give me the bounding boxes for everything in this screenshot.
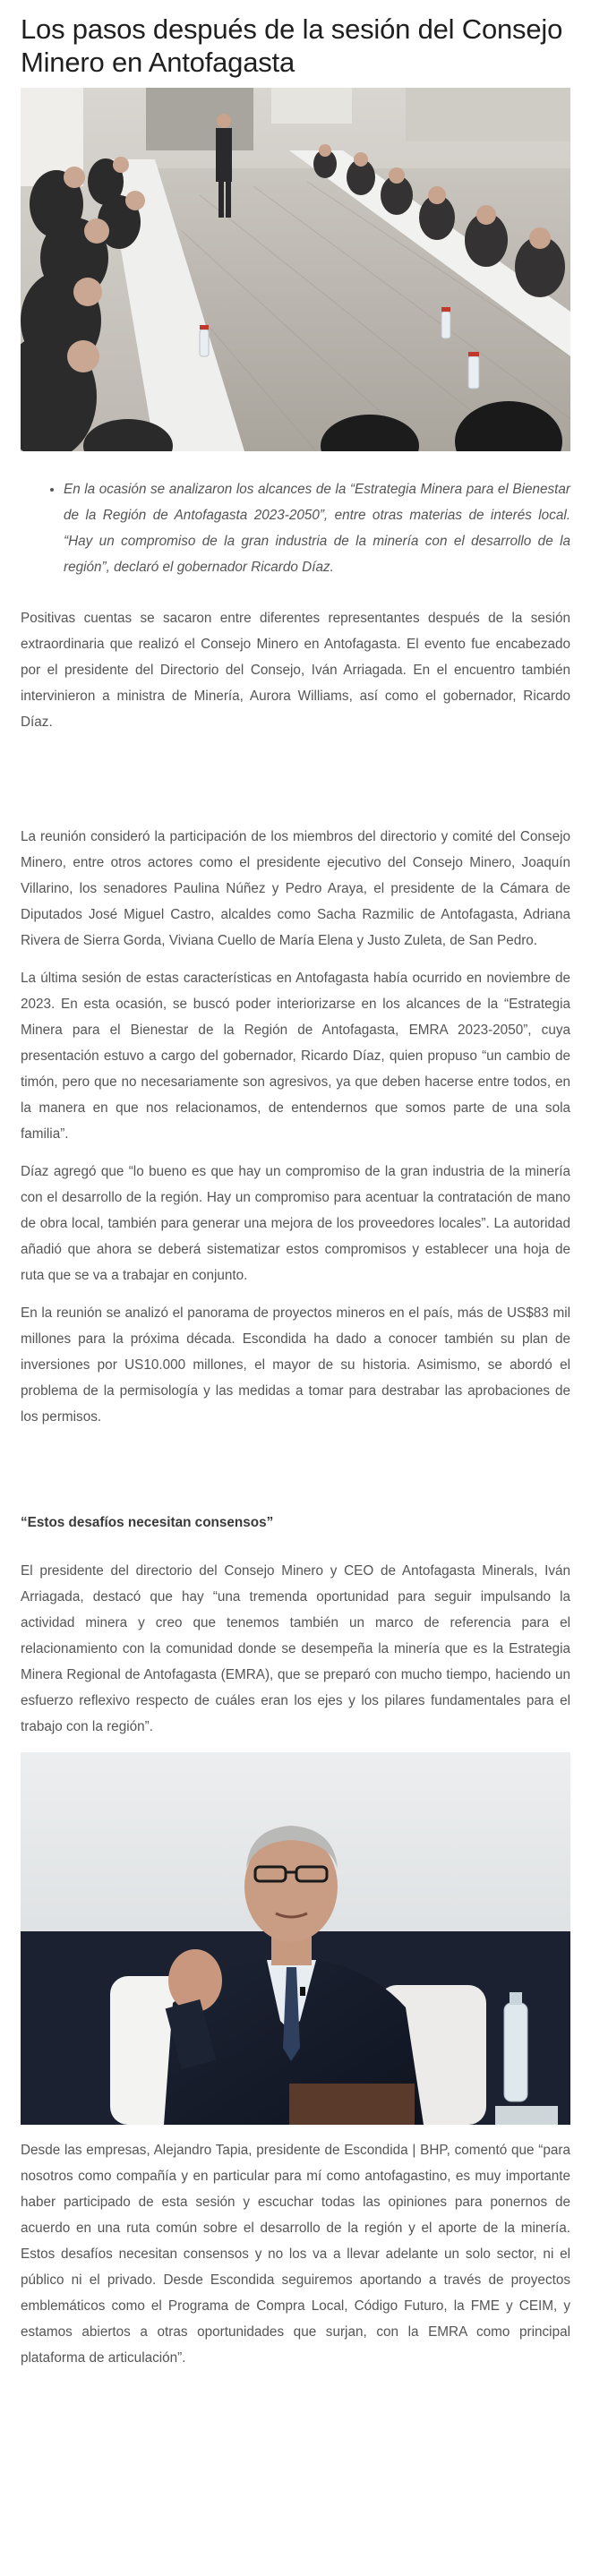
paragraph: En la reunión se analizó el panorama de proyectos mineros en el país, más de US$83 mil millones para la próxima década. Escondida ha dado a conocer también su plan de inversiones por US10.000 millones, el mayor de su historia. Asimismo, se abordó el problema de la permisología y las medidas a tomar para destrabar las aprobaciones de los permisos.	[21, 1305, 570, 1425]
paragraph: Díaz agregó que “lo bueno es que hay un compromiso de la gran industria de la minería con el desarrollo de la región. Hay un compromiso para acentuar la contratación de mano de obra local, también para generar una mejora de los proveedores locales”. La autoridad añadió que ahora se deberá sistematizar estos compromisos y establecer una hoja de ruta que se va a trabajar en conjunto.	[21, 1164, 570, 1283]
paragraph: Positivas cuentas se sacaron entre diferentes representantes después de la sesión extraordinaria que realizó el Consejo Minero en Antofagasta. El evento fue encabezado por el presidente del Directorio del Consejo, Iván Arriagada. En el encuentro también intervinieron a ministra de Minería, Aurora Williams, así como el gobernador, Ricardo Díaz.	[21, 611, 570, 730]
paragraph: Desde las empresas, Alejandro Tapia, presidente de Escondida | BHP, comentó que “para nosotros como compañía y en particular para mí como antofagastino, es muy importante haber participado de esta sesión y escuchar todas las opiniones para ponernos de acuerdo en una ruta común sobre el desarrollo de la región y el aporte de la minería. Estos desafíos necesitan consensos y no los va a llevar adelante un solo sector, ni el público ni el privado. Desde Escondida seguiremos aportando a través de proyectos emblemáticos como el Programa de Compra Local, Código Futuro, la FME y CEIM, y estamos abiertos a otras oportunidades que surjan, con la EMRA como principal plataforma de articulación”.	[21, 2143, 570, 2366]
summary-item: • En la ocasión se analizaron los alcances de la “Estrategia Minera para el Bienestar de la Región de Antofagasta 2023-2050”, entre otras materias de interés local. “Hay un compromiso de la gran industria de la minería con el desarrollo de la región”, declaró el gobernador Ricardo Díaz.	[64, 476, 570, 580]
spacer	[21, 747, 570, 824]
section-subheading: “Estos desafíos necesitan consensos”	[21, 1515, 274, 1530]
paragraph: La última sesión de estas características en Antofagasta había ocurrido en noviembre de 2023. En esta ocasión, se buscó poder interiorizarse en los alcances de la “Estrategia Minera para el Bienestar de la Región de Antofagasta, EMRA 2023-2050”, cuya presentación estuvo a cargo del gobernador, Ricardo Díaz, quien propuso “un cambio de timón, pero que no necesariamente son agresivos, ya que deben hacerse entre todos, en la manera en que nos relacionamos, de entendernos que somos parte de una sola familia”.	[21, 971, 570, 1142]
paragraph: La reunión consideró la participación de los miembros del directorio y comité del Consejo Minero, entre otros actores como el presidente ejecutivo del Consejo Minero, Joaquín Villarino, los senadores Paulina Núñez y Pedro Araya, el presidente de la Cámara de Diputados José Miguel Castro, alcaldes como Sacha Razmilic de Antofagasta, Adriana Rivera de Sierra Gorda, Viviana Cuello de María Elena y Justo Zuleta, de San Pedro.	[21, 829, 570, 948]
spacer	[21, 1442, 570, 1515]
paragraph: El presidente del directorio del Consejo Minero y CEO de Antofagasta Minerals, Iván Arriagada, destacó que hay “una tremenda oportunidad para seguir impulsando la actividad minera y creo que tenemos también un marco de referencia para el relacionamiento con la comunidad donde se desempeña la minería que es la Estrategia Minera Regional de Antofagasta (EMRA), que se preparó con mucho tiempo, haciendo un esfuerzo reflexivo respecto de cuáles eran los ejes y los pilares fundamentales para el trabajo con la región”.	[21, 1563, 570, 1734]
summary-list	[21, 476, 570, 580]
article	[21, 0, 570, 2371]
meeting-photo	[21, 88, 570, 451]
speaker-photo	[21, 1752, 570, 2125]
article-title: Los pasos después de la sesión del Consejo Minero en Antofagasta	[21, 13, 563, 78]
